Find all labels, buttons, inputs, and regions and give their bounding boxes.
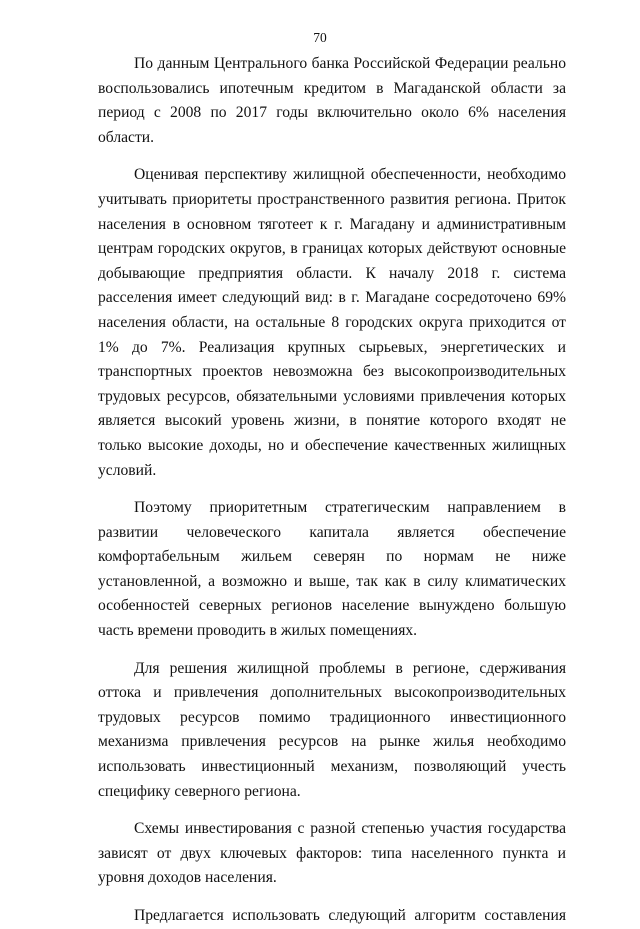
page-number: 70 [313,30,327,45]
paragraph-investment-mechanism: Для решения жилищной проблемы в регионе, сдерживания оттока и привлечения дополнительных высокопроизводительных трудовых ресурсов помимо традиционного инвестиционного механизма привлечения ресурсов на рынке жилья необходимо использовать инвестиционный механизм, позволяющий учесть специфику северного региона. [98,659,566,800]
document-body [98,52,566,929]
paragraph-human-capital: Поэтому приоритетным стратегическим направлением в развитии человеческого капитала является обеспечение комфортабельным жильем северян по нормам не ниже установленной, а возможно и выше, так как в силу климатических особенностей северных регионов население вынуждено большую часть времени проводить в жилых помещениях. [98,499,566,640]
paragraph-housing-priorities: Оценивая перспективу жилищной обеспеченности, необходимо учитывать приоритеты пространственного развития региона. Приток населения в основном тяготеет к г. Магадану и административным центрам городских округов, в границах которых действуют основные добывающие предприятия области. К началу 2018 г. система расселения имеет следующий вид: в г. Магадане сосредоточено 69% населения области, на остальные 8 городских округа приходится от 1% до 7%. Реализация крупных сырьевых, энергетических и транспортных проектов невозможна без высокопроизводительных трудовых ресурсов, обязательными условиями привлечения которых является высокий уровень жизни, в понятие которого входят не только высокие доходы, но и обеспечение качественных жилищных условий. [98,166,566,479]
paragraph-algorithm-intro: Предлагается использовать следующий алгоритм составления [134,907,566,924]
paragraph-investment-schemes: Схемы инвестирования с разной степенью участия государства зависят от двух ключевых факторов: типа населенного пункта и уровня доходов населения. [98,820,566,887]
paragraph-mortgage-statistics: По данным Центрального банка Российской Федерации реально воспользовались ипотечным кредитом в Магаданской области за период с 2008 по 2017 годы включительно около 6% населения области. [98,55,566,146]
